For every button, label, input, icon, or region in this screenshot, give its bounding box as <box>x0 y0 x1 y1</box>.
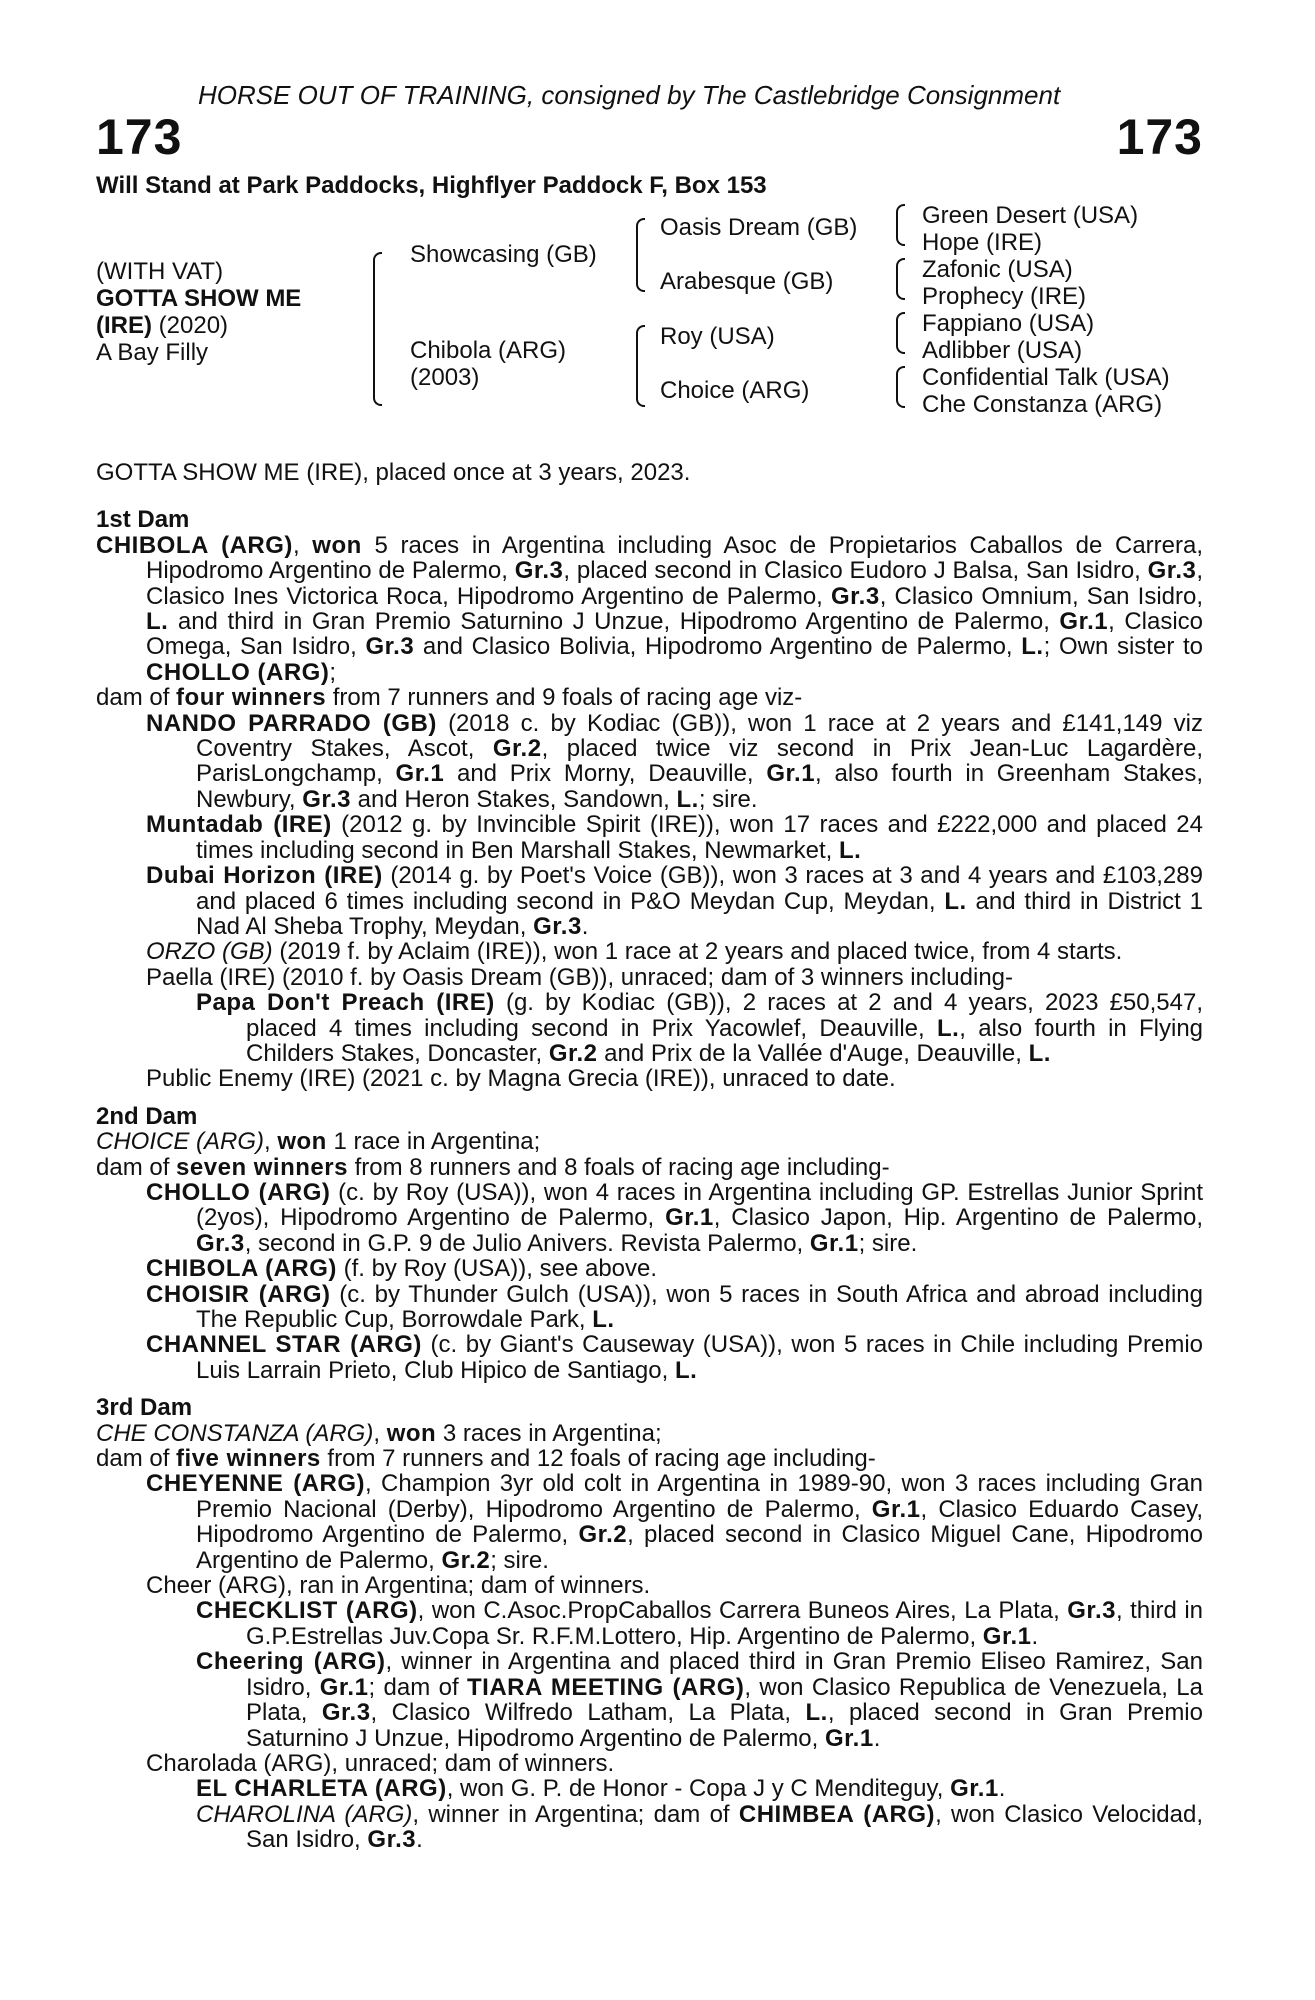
entry-text: , Clasico Wilfredo Latham, La Plata, <box>370 1699 806 1727</box>
pedigree-entry <box>96 939 1203 964</box>
bold-text: CHIBOLA (ARG) <box>96 531 293 559</box>
gen3-3: Zafonic (USA) <box>922 256 1073 283</box>
bold-text: Gr.3 <box>533 912 582 940</box>
bold-text: CHIMBEA (ARG) <box>738 1800 936 1828</box>
first-dam-section <box>96 533 1203 1092</box>
brace-2 <box>896 258 905 300</box>
bold-text: TIARA MEETING (ARG) <box>467 1673 745 1701</box>
entry-text: , placed second in Clasico Miguel Cane, Hipodromo Argentino de Palermo, <box>196 1521 1203 1574</box>
bold-text: Gr.3 <box>365 633 415 661</box>
catalogue-body <box>96 460 1203 1853</box>
pedigree-entry <box>96 1282 1203 1333</box>
stand-location: Will Stand at Park Paddocks, Highflyer Paddock F, Box 153 <box>96 172 767 199</box>
gen3-4: Prophecy (IRE) <box>922 283 1087 310</box>
italic-text: ORZO (GB) <box>146 938 273 966</box>
entry-text: Public Enemy (IRE) (2021 c. by Magna Grecia (IRE)), unraced to date. <box>146 1065 896 1093</box>
bold-text: Papa Don't Preach (IRE) <box>196 989 495 1017</box>
entry-text: . <box>416 1826 423 1854</box>
entry-text: 1 race in Argentina; <box>326 1128 541 1156</box>
entry-text: , won C.Asoc.PropCaballos Carrera Buneos Aires, La Plata, <box>417 1597 1068 1625</box>
bold-text: EL CHARLETA (ARG) <box>196 1775 447 1803</box>
entry-text: , Clasico Japon, Hip. Argentino de Palermo, <box>713 1204 1204 1232</box>
pedigree-entry <box>96 1573 1203 1598</box>
pedigree-entry <box>96 1256 1203 1281</box>
sire-dam: Arabesque (GB) <box>660 268 834 295</box>
entry-text: , winner in Argentina; dam of <box>412 1800 739 1828</box>
bold-text: Gr.3 <box>830 582 880 610</box>
pedigree-entry <box>96 1751 1203 1776</box>
entry-text: (2012 g. by Invincible Spirit (IRE)), won 17 races and £222,000 and placed 24 times including second in Ben Marshall Stakes, Newmarket, <box>196 811 1203 864</box>
entry-text: (c. by Thunder Gulch (USA)), won 5 races in South Africa and abroad including The Republic Cup, Borrowdale Park, <box>196 1280 1203 1333</box>
sire-sire: Oasis Dream (GB) <box>660 214 858 241</box>
bold-text: Muntadab (IRE) <box>146 811 332 839</box>
pedigree-entry <box>96 1066 1203 1091</box>
lot-number-right: 173 <box>1116 109 1203 165</box>
dam-dam: Choice (ARG) <box>660 377 810 404</box>
dam-year: (2003) <box>410 364 480 391</box>
entry-text: (f. by Roy (USA)), see above. <box>336 1255 658 1283</box>
gen3-1: Green Desert (USA) <box>922 202 1139 229</box>
lot-number-left: 173 <box>96 109 183 165</box>
brace-1 <box>896 204 905 246</box>
entry-text: , won G. P. de Honor - Copa J y C Menditeguy, <box>446 1775 951 1803</box>
pedigree-entry <box>96 1155 1203 1180</box>
sire-line-brace <box>636 218 645 292</box>
entry-text: . <box>873 1724 881 1752</box>
second-dam-heading: 2nd Dam <box>96 1102 198 1130</box>
race-record-summary: GOTTA SHOW ME (IRE), placed once at 3 years, 2023. <box>96 459 691 486</box>
bold-text: Gr.1 <box>395 760 445 788</box>
brace-4 <box>896 366 905 408</box>
entry-text: dam of <box>96 1153 177 1181</box>
bold-text: Gr.3 <box>514 557 564 585</box>
bold-text: L. <box>936 1014 960 1042</box>
pedigree-entry <box>96 1180 1203 1256</box>
bold-text: Dubai Horizon (IRE) <box>146 862 383 890</box>
entry-text: , winner in Argentina and placed third in Gran Premio Eliseo Ramirez, San Isidro, <box>246 1648 1204 1701</box>
entry-text: (c. by Roy (USA)), won 4 races in Argentina including GP. Estrellas Junior Sprint (2yos), Hipodromo Argentino de Palermo, <box>196 1178 1203 1232</box>
entry-text: ; sire. <box>490 1546 549 1574</box>
bold-text: Gr.1 <box>319 1673 369 1701</box>
first-dam-heading: 1st Dam <box>96 506 190 534</box>
entry-text: . <box>1031 1622 1039 1650</box>
bold-text: won <box>312 531 362 559</box>
bold-text: Gr.1 <box>950 1775 999 1803</box>
horse-description: A Bay Filly <box>96 339 209 366</box>
pedigree-entry <box>96 1129 1203 1154</box>
entry-text: ; sire. <box>858 1229 918 1257</box>
pedigree-entry <box>96 1332 1203 1383</box>
italic-text: CHOICE (ARG) <box>96 1128 264 1156</box>
bold-text: Gr.1 <box>1059 608 1109 636</box>
entry-text: (2014 g. by Poet's Voice (GB)), won 3 races at 3 and 4 years and £103,289 and placed 6 times including second in P&O Meydan Cup, Meydan, <box>196 862 1203 915</box>
entry-text: 3 races in Argentina; <box>436 1419 662 1447</box>
bold-text: seven winners <box>176 1153 348 1181</box>
pedigree-entry <box>96 965 1203 990</box>
entry-text: ; dam of <box>368 1673 467 1701</box>
italic-text: CHAROLINA (ARG) <box>196 1800 413 1828</box>
sire: Showcasing (GB) <box>410 241 597 268</box>
horse-name-line2: (IRE) <box>96 312 152 339</box>
entry-text: dam of <box>96 1445 177 1473</box>
pedigree-entry <box>96 1446 1203 1471</box>
bold-text: Cheering (ARG) <box>196 1648 386 1676</box>
entry-text: , second in G.P. 9 de Julio Anivers. Revista Palermo, <box>244 1229 810 1257</box>
bold-text: L. <box>944 887 967 915</box>
entry-text: from 7 runners and 12 foals of racing age including- <box>320 1445 876 1473</box>
bold-text: CHOLLO (ARG) <box>146 658 330 686</box>
bold-text: Gr.3 <box>1067 1597 1116 1625</box>
bold-text: Gr.2 <box>578 1521 628 1549</box>
entry-text: , Clasico Omnium, San Isidro, <box>879 582 1204 610</box>
bold-text: Gr.3 <box>367 1826 417 1854</box>
entry-text: and third in Gran Premio Saturnino J Unzue, Hipodromo Argentino de Palermo, <box>168 608 1060 636</box>
dam-name: Chibola (ARG) <box>410 337 567 364</box>
bold-text: four winners <box>176 684 327 712</box>
vat-note: (WITH VAT) <box>96 258 224 285</box>
third-dam-heading: 3rd Dam <box>96 1394 193 1422</box>
bold-text: L. <box>1021 633 1044 661</box>
entry-text: , won Clasico Republica de Venezuela, La Plata, <box>246 1673 1203 1727</box>
horse-name-year <box>96 312 228 339</box>
entry-text: , placed second in Gran Premio Saturnino J Unzue, Hipodromo Argentino de Palermo, <box>246 1699 1203 1752</box>
entry-text: from 7 runners and 9 foals of racing age viz- <box>326 684 803 712</box>
pedigree-entry <box>96 1649 1203 1751</box>
bold-text: L. <box>676 785 699 813</box>
pedigree-entry <box>96 1802 1203 1853</box>
bold-text: Gr.2 <box>492 735 542 763</box>
entry-text: ; <box>329 658 336 686</box>
entry-text: Paella (IRE) (2010 f. by Oasis Dream (GB)), unraced; dam of 3 winners including- <box>146 963 1014 991</box>
entry-text: , <box>264 1128 278 1156</box>
entry-text: Cheer (ARG), ran in Argentina; dam of winners. <box>146 1572 651 1600</box>
gen3-6: Adlibber (USA) <box>922 337 1083 364</box>
entry-text: , also fourth in Flying Childers Stakes, Doncaster, <box>246 1014 1204 1067</box>
gen3-2: Hope (IRE) <box>922 229 1043 256</box>
consignment-line: HORSE OUT OF TRAINING, consigned by The Castlebridge Consignment <box>198 80 1061 110</box>
bold-text: Gr.3 <box>321 1699 371 1727</box>
bold-text: Gr.1 <box>766 760 816 788</box>
entry-text: , also fourth in Greenham Stakes, Newbury, <box>196 760 1203 813</box>
entry-text: , third in G.P.Estrellas Juv.Copa Sr. R.F.M.Lottero, Hip. Argentino de Palermo, <box>246 1597 1203 1650</box>
horse-name <box>96 285 301 312</box>
bold-text: L. <box>674 1356 698 1384</box>
entry-text: . <box>581 912 589 940</box>
pedigree-entry <box>96 990 1203 1066</box>
pedigree-entry <box>96 1471 1203 1573</box>
bold-text: CHOISIR (ARG) <box>146 1280 331 1308</box>
bold-text: Gr.2 <box>441 1546 491 1574</box>
entry-text: (2019 f. by Aclaim (IRE)), won 1 race at 2 years and placed twice, from 4 starts. <box>272 938 1123 966</box>
bold-text: NANDO PARRADO (GB) <box>146 709 437 737</box>
entry-text: , Clasico Eduardo Casey, Hipodromo Argentino de Palermo, <box>196 1495 1203 1549</box>
entry-text: (c. by Giant's Causeway (USA)), won 5 races in Chile including Premio Luis Larrain Prieto, Club Hipico de Santiago, <box>196 1331 1203 1384</box>
entry-text: ; sire. <box>698 785 758 813</box>
entry-text: (2018 c. by Kodiac (GB)), won 1 race at 2 years and £141,149 viz Coventry Stakes, Ascot, <box>196 709 1204 763</box>
bold-text: Gr.1 <box>982 1622 1032 1650</box>
italic-text: CHE CONSTANZA (ARG) <box>96 1419 374 1447</box>
entry-text: 5 races in Argentina including Asoc de Propietarios Caballos de Carrera, Hipodromo Argentino de Palermo, <box>146 531 1204 585</box>
entry-text: dam of <box>96 684 177 712</box>
second-dam-section <box>96 1129 1203 1383</box>
bold-text: CHANNEL STAR (ARG) <box>146 1331 422 1359</box>
bold-text: CHEYENNE (ARG) <box>146 1470 366 1498</box>
bold-text: won <box>277 1128 327 1156</box>
entry-text: . <box>998 1775 1006 1803</box>
bold-text: CHOLLO (ARG) <box>146 1178 331 1206</box>
entry-text: Charolada (ARG), unraced; dam of winners. <box>146 1749 615 1777</box>
pedigree-entry <box>96 1776 1203 1801</box>
bold-text: Gr.3 <box>302 785 351 813</box>
entry-text: and Heron Stakes, Sandown, <box>350 785 677 813</box>
entry-text: , <box>292 531 313 559</box>
bold-text: L. <box>838 836 862 864</box>
entry-text: ; Own sister to <box>1043 633 1204 661</box>
pedigree-entry <box>96 1421 1203 1446</box>
bold-text: Gr.2 <box>548 1039 598 1067</box>
bold-text: L. <box>805 1699 828 1727</box>
brace-3 <box>896 312 905 354</box>
entry-text: , placed second in Clasico Eudoro J Balsa, San Isidro, <box>563 557 1148 585</box>
bold-text: CHIBOLA (ARG) <box>146 1255 337 1283</box>
entry-text: and Prix Morny, Deauville, <box>444 760 767 788</box>
pedigree-entry <box>96 863 1203 939</box>
dam-line-brace <box>636 325 645 407</box>
bold-text: L. <box>1028 1039 1051 1067</box>
entry-text: (g. by Kodiac (GB)), 2 races at 2 and 4 years, 2023 £50,547, placed 4 times including second in Prix Yacowlef, Deauville, <box>246 989 1204 1042</box>
bold-text: Gr.3 <box>196 1229 245 1257</box>
entry-text: , Champion 3yr old colt in Argentina in 1989-90, won 3 races including Gran Premio Nacional (Derby), Hipodromo Argentino de Palermo, <box>196 1470 1203 1523</box>
entry-text: from 8 runners and 8 foals of racing age including- <box>347 1153 890 1181</box>
bold-text: L. <box>146 608 169 636</box>
gen3-5: Fappiano (USA) <box>922 310 1095 337</box>
bold-text: won <box>386 1419 437 1447</box>
gen3-7: Confidential Talk (USA) <box>922 364 1170 391</box>
entry-text: and Prix de la Vallée d'Auge, Deauville, <box>597 1039 1029 1067</box>
entry-text: , placed twice viz second in Prix Jean-Luc Lagardère, ParisLongchamp, <box>196 735 1203 788</box>
bold-text: CHECKLIST (ARG) <box>196 1597 418 1625</box>
pedigree-entry <box>96 533 1203 685</box>
bold-text: Gr.1 <box>665 1204 714 1232</box>
horse-name-line1: GOTTA SHOW ME <box>96 285 302 312</box>
gen3-8: Che Constanza (ARG) <box>922 391 1163 418</box>
pedigree-entry <box>96 812 1203 863</box>
pedigree-entry <box>96 711 1203 813</box>
sire-dam-brace <box>373 252 382 406</box>
foaling-year: (2020) <box>152 312 229 339</box>
pedigree-entry <box>96 1598 1203 1649</box>
third-dam-section <box>96 1421 1203 1853</box>
dam-sire: Roy (USA) <box>660 323 775 350</box>
pedigree-entry <box>96 685 1203 710</box>
entry-text: and third in District 1 Nad Al Sheba Trophy, Meydan, <box>196 887 1204 940</box>
bold-text: Gr.1 <box>825 1724 874 1752</box>
bold-text: five winners <box>176 1445 321 1473</box>
bold-text: Gr.1 <box>809 1229 859 1257</box>
entry-text: , Clasico Omega, San Isidro, <box>146 608 1204 661</box>
bold-text: L. <box>592 1306 615 1333</box>
bold-text: Gr.1 <box>871 1495 921 1523</box>
entry-text: , <box>373 1419 387 1447</box>
entry-text: , Clasico Ines Victorica Roca, Hipodromo Argentino de Palermo, <box>146 557 1204 610</box>
entry-text: and Clasico Bolivia, Hipodromo Argentino de Palermo, <box>414 633 1022 661</box>
entry-text: , won Clasico Velocidad, San Isidro, <box>246 1800 1204 1854</box>
bold-text: Gr.3 <box>1147 557 1197 585</box>
